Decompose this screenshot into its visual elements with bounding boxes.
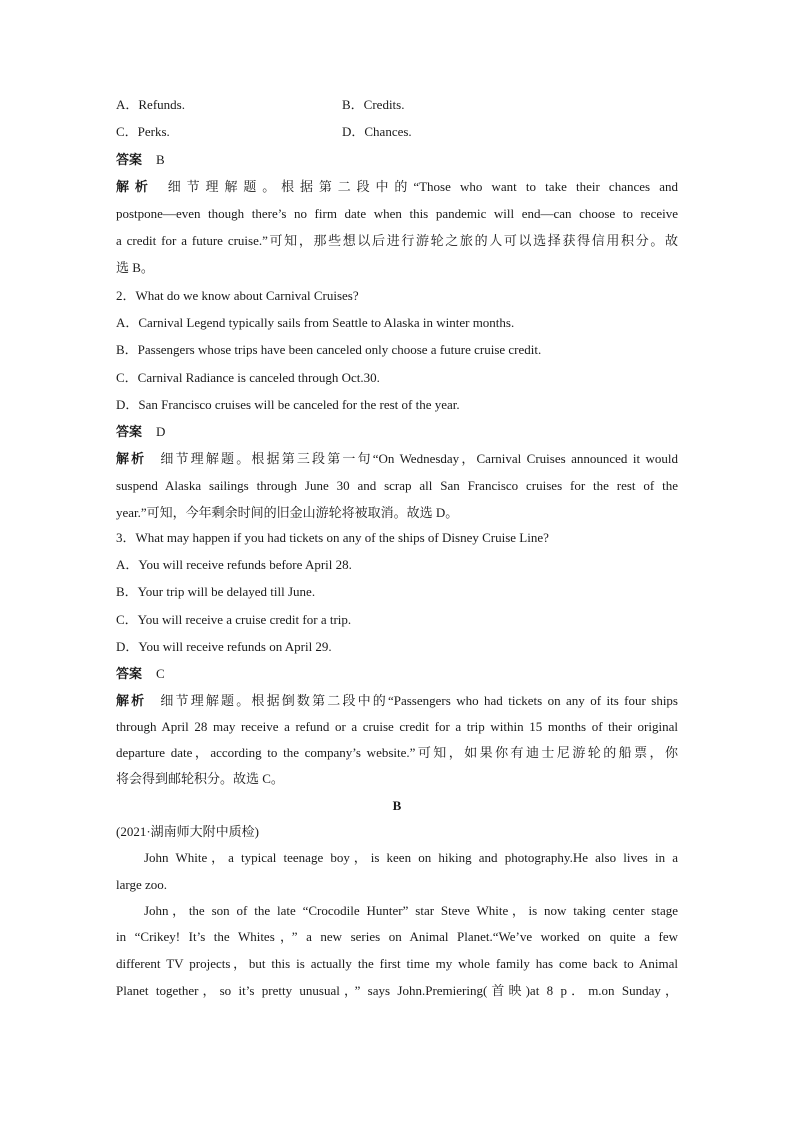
q1-option-b: B．Credits.: [342, 97, 405, 112]
q3-analysis-line: through April 28 may receive a refund or a cruise credit for a trip within 15 months of their original: [116, 719, 678, 734]
q2-answer: [116, 422, 678, 442]
q2-question: 2．What do we know about Carnival Cruises?: [116, 288, 359, 303]
q3-answer: [116, 664, 678, 684]
q1-answer: [116, 150, 678, 170]
section-heading: B: [392, 798, 402, 813]
q2-option-c: C．Carnival Radiance is canceled through Oct.30.: [116, 370, 380, 385]
q2-analysis-line: suspend Alaska sailings through June 30 and scrap all San Francisco cruises for the rest of the: [116, 478, 678, 493]
analysis-label: 解析: [116, 693, 147, 708]
q1-analysis-line: 选 B。: [116, 260, 154, 275]
q3-analysis-line: 解析 细节理解题。根据倒数第二段中的“Passengers who had tickets on any of its four ships: [116, 693, 678, 708]
passage-line: John White，a typical teenage boy，is keen on hiking and photography.He also lives in a: [144, 850, 678, 865]
q2-option-d: D．San Francisco cruises will be canceled for the rest of the year.: [116, 397, 460, 412]
passage-line: John，the son of the late “Crocodile Hunter” star Steve White，is now taking center stage: [144, 903, 678, 918]
passage-source: (2021·湖南师大附中质检): [116, 824, 259, 839]
q1-option-a: A．Refunds.: [116, 97, 185, 112]
analysis-label: 解析: [116, 179, 154, 194]
q3-option-a: A．You will receive refunds before April 28.: [116, 557, 352, 572]
answer-label: 答案: [116, 152, 143, 167]
answer-value: B: [156, 152, 165, 167]
q1-options-row-1: [116, 95, 678, 115]
q3-option-c: C．You will receive a cruise credit for a trip.: [116, 612, 352, 627]
passage-line: Planet together，so it’s pretty unusual，” says John.Premiering(首映)at 8 p．m.on Sunday，: [116, 983, 678, 998]
q1-option-d: D．Chances.: [342, 124, 412, 139]
analysis-label: 解析: [116, 451, 147, 466]
answer-value: C: [156, 666, 165, 681]
q2-analysis-line: 解析 细节理解题。根据第三段第一句“On Wednesday，Carnival Cruises announced it would: [116, 451, 678, 466]
passage-line: different TV projects，but this is actually the first time my whole family has come back to Animal: [116, 956, 678, 971]
q1-analysis-line: a credit for a future cruise.”可知，那些想以后进行游轮之旅的人可以选择获得信用积分。故: [116, 233, 678, 248]
answer-label: 答案: [116, 666, 143, 681]
answer-value: D: [156, 424, 166, 439]
q3-question: 3．What may happen if you had tickets on any of the ships of Disney Cruise Line?: [116, 530, 549, 545]
q3-option-b: B．Your trip will be delayed till June.: [116, 584, 316, 599]
q1-options-row-2: [116, 122, 678, 142]
passage-line: in “Crikey! It’s the Whites，” a new series on Animal Planet.“We’ve worked on quite a few: [116, 929, 678, 944]
q2-analysis-line: year.”可知，今年剩余时间的旧金山游轮将被取消。故选 D。: [116, 505, 459, 520]
q3-analysis-line: departure date，according to the company’s website.”可知，如果你有迪士尼游轮的船票，你: [116, 745, 678, 760]
q3-analysis-line: 将会得到邮轮积分。故选 C。: [116, 771, 284, 786]
q1-option-c: C．Perks.: [116, 124, 170, 139]
q1-analysis-line: postpone—even though there’s no firm date when this pandemic will end—can choose to receive: [116, 206, 678, 221]
q2-option-a: A．Carnival Legend typically sails from Seattle to Alaska in winter months.: [116, 315, 515, 330]
q1-analysis-line: 解析 细节理解题。根据第二段中的“Those who want to take their chances and: [116, 179, 678, 194]
q3-option-d: D．You will receive refunds on April 29.: [116, 639, 332, 654]
passage-line: large zoo.: [116, 877, 168, 892]
answer-label: 答案: [116, 424, 143, 439]
q2-option-b: B．Passengers whose trips have been canceled only choose a future cruise credit.: [116, 342, 542, 357]
